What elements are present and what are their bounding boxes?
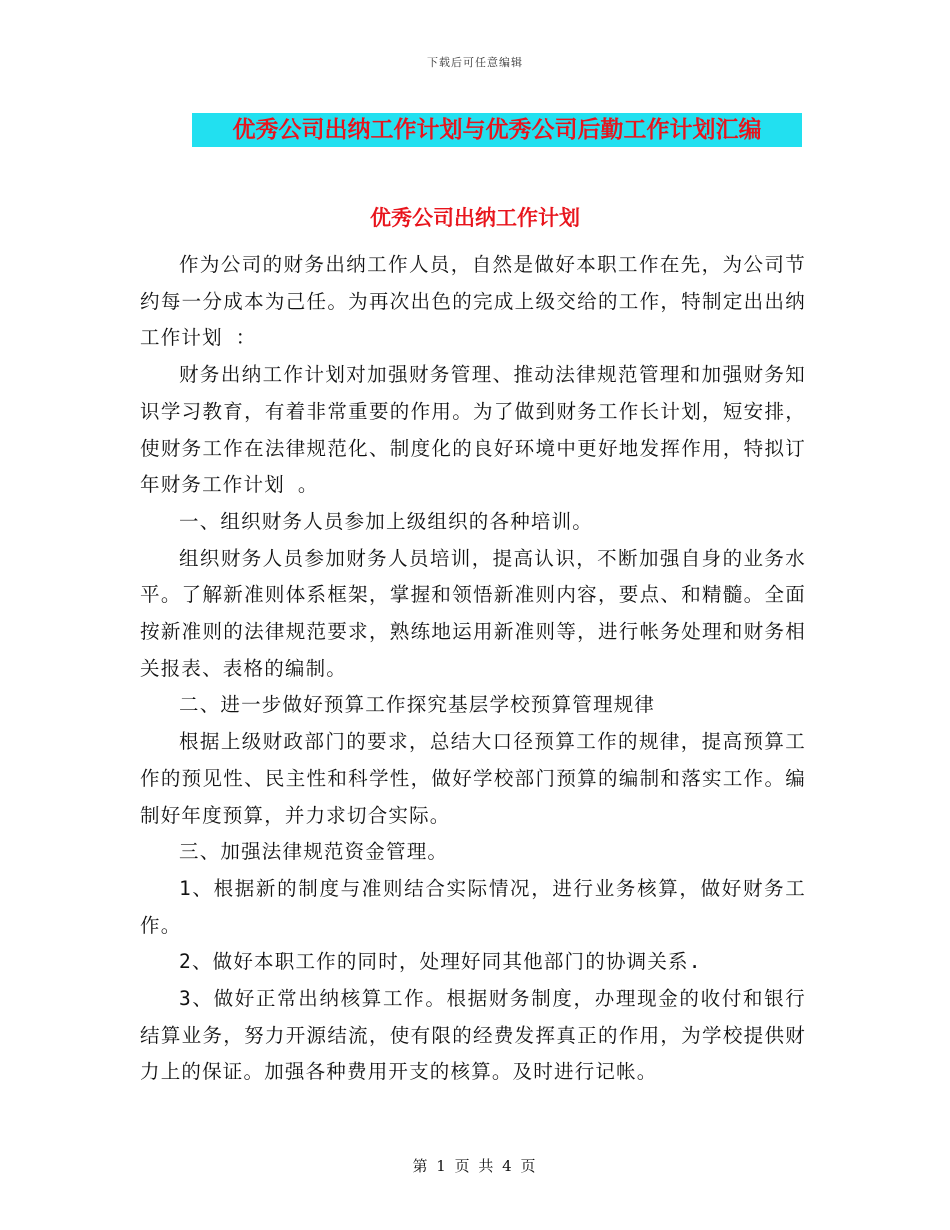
list-item: 2、做好本职工作的同时，处理好同其他部门的协调关系. — [179, 950, 702, 974]
section-heading-1: 一、组织财务人员参加上级组织的各种培训。 — [179, 509, 594, 533]
header-note: 下载后可任意编辑 — [427, 56, 523, 69]
paragraph: 根据上级财政部门的要求，总结大口径预算工作的规律，提高预算工作的预见性、民主性和科学性，做好学校部门预算的编制和落实工作。编制好年度预算，并力求切合实际。 — [140, 730, 806, 827]
paragraph: 组织财务人员参加财务人员培训，提高认识，不断加强自身的业务水平。了解新准则体系框架，掌握和领悟新准则内容，要点、和精髓。全面按新准则的法律规范要求，熟练地运用新准则等，进行帐务处理和财务相关报表、表格的编制。 — [140, 546, 806, 680]
paragraph: 财务出纳工作计划对加强财务管理、推动法律规范管理和加强财务知识学习教育，有着非常重要的作用。为了做到财务工作长计划，短安排，使财务工作在法律规范化、制度化的良好环境中更好地发挥作用，特拟订年财务工作计划 。 — [140, 363, 806, 497]
document-body — [140, 247, 806, 1091]
section-heading-2: 二、进一步做好预算工作探究基层学校预算管理规律 — [179, 693, 656, 717]
list-item: 3、做好正常出纳核算工作。根据财务制度，办理现金的收付和银行结算业务，努力开源结流，使有限的经费发挥真正的作用，为学校提供财力上的保证。加强各种费用开支的核算。及时进行记帐。 — [140, 987, 806, 1084]
paragraph: 作为公司的财务出纳工作人员，自然是做好本职工作在先，为公司节约每一分成本为己任。为再次出色的完成上级交给的工作，特制定出出纳工作计划 ： — [140, 253, 806, 350]
section-title: 优秀公司出纳工作计划 — [370, 206, 580, 230]
section-heading-3: 三、加强法律规范资金管理。 — [179, 840, 449, 864]
main-title: 优秀公司出纳工作计划与优秀公司后勤工作计划汇编 — [232, 117, 762, 143]
list-item: 1、根据新的制度与准则结合实际情况，进行业务核算，做好财务工作。 — [140, 876, 806, 937]
main-title-highlight — [192, 113, 802, 147]
page-number: 第 1 页 共 4 页 — [412, 1157, 538, 1175]
